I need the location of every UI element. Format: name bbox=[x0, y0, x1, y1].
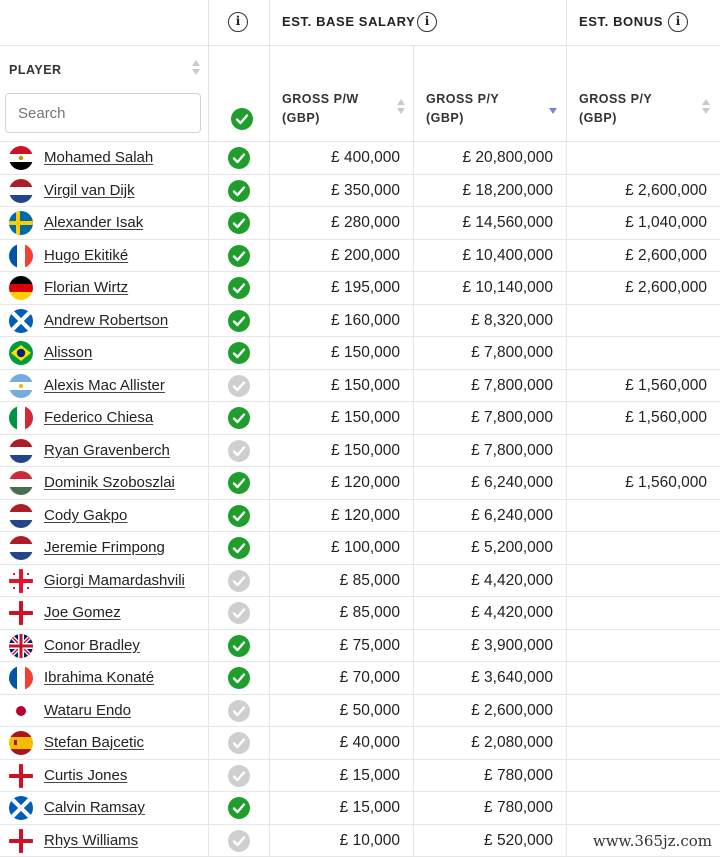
bonus-cell bbox=[567, 500, 720, 532]
netherlands-flag-icon bbox=[9, 179, 33, 203]
player-cell bbox=[0, 825, 209, 857]
base-salary-info-icon[interactable]: i bbox=[417, 12, 437, 32]
gross-pw-value: £ 150,000 bbox=[331, 442, 400, 460]
table-row bbox=[0, 337, 720, 370]
gross-pw-value: £ 200,000 bbox=[331, 247, 400, 265]
bonus-value: £ 1,560,000 bbox=[625, 409, 707, 427]
spain-flag-icon bbox=[9, 731, 33, 755]
confirmed-check-icon bbox=[228, 180, 250, 202]
gross-py-value: £ 4,420,000 bbox=[471, 604, 553, 622]
gross-py-value: £ 7,800,000 bbox=[471, 442, 553, 460]
gross-pw-cell bbox=[270, 337, 414, 369]
bonus-cell bbox=[567, 207, 720, 239]
gross-pw-column-header[interactable] bbox=[270, 46, 414, 142]
player-name-link[interactable]: Hugo Ekitiké bbox=[44, 247, 128, 264]
status-cell bbox=[209, 402, 270, 434]
player-name-link[interactable]: Joe Gomez bbox=[44, 604, 121, 621]
unconfirmed-check-icon bbox=[228, 440, 250, 462]
gross-py-value: £ 7,800,000 bbox=[471, 344, 553, 362]
gross-pw-cell bbox=[270, 532, 414, 564]
gross-py-cell bbox=[414, 207, 567, 239]
gross-py-cell bbox=[414, 760, 567, 792]
bonus-cell bbox=[567, 662, 720, 694]
gross-pw-value: £ 400,000 bbox=[331, 149, 400, 167]
confirmed-check-icon bbox=[228, 277, 250, 299]
confirmed-check-icon bbox=[228, 212, 250, 234]
search-input[interactable] bbox=[5, 93, 201, 133]
player-cell bbox=[0, 500, 209, 532]
confirmed-check-icon bbox=[228, 245, 250, 267]
gross-pw-value: £ 195,000 bbox=[331, 279, 400, 297]
gross-pw-value: £ 150,000 bbox=[331, 344, 400, 362]
bonus-cell bbox=[567, 142, 720, 174]
gross-pw-cell bbox=[270, 760, 414, 792]
table-row bbox=[0, 370, 720, 403]
gross-pw-value: £ 120,000 bbox=[331, 507, 400, 525]
player-name-link[interactable]: Wataru Endo bbox=[44, 702, 131, 719]
table-row bbox=[0, 305, 720, 338]
base-salary-title: EST. BASE SALARY bbox=[282, 14, 415, 29]
player-name-link[interactable]: Jeremie Frimpong bbox=[44, 539, 165, 556]
bonus-title: EST. BONUS bbox=[579, 14, 663, 29]
table-row bbox=[0, 760, 720, 793]
bonus-cell bbox=[567, 272, 720, 304]
player-name-link[interactable]: Alexander Isak bbox=[44, 214, 143, 231]
confirmed-check-icon bbox=[228, 310, 250, 332]
player-cell bbox=[0, 337, 209, 369]
gross-pw-cell bbox=[270, 142, 414, 174]
unconfirmed-check-icon bbox=[228, 602, 250, 624]
player-name-link[interactable]: Florian Wirtz bbox=[44, 279, 128, 296]
bonus-cell bbox=[567, 532, 720, 564]
confirmed-check-icon bbox=[228, 635, 250, 657]
unconfirmed-check-icon bbox=[228, 765, 250, 787]
georgia-flag-icon bbox=[9, 569, 33, 593]
table-row bbox=[0, 402, 720, 435]
gross-pw-value: £ 10,000 bbox=[340, 832, 400, 850]
gross-py-cell bbox=[414, 272, 567, 304]
status-header-check-icon bbox=[231, 108, 253, 130]
england-flag-icon bbox=[9, 601, 33, 625]
gross-py-value: £ 5,200,000 bbox=[471, 539, 553, 557]
unconfirmed-check-icon bbox=[228, 732, 250, 754]
gross-pw-value: £ 120,000 bbox=[331, 474, 400, 492]
gross-py-value: £ 780,000 bbox=[484, 767, 553, 785]
player-cell bbox=[0, 565, 209, 597]
gross-pw-value: £ 150,000 bbox=[331, 409, 400, 427]
gross-py-cell bbox=[414, 337, 567, 369]
gross-pw-value: £ 40,000 bbox=[340, 734, 400, 752]
bonus-gross-py-label: GROSS P/Y bbox=[579, 90, 652, 109]
gross-py-value: £ 7,800,000 bbox=[471, 377, 553, 395]
gross-pw-label: GROSS P/W bbox=[282, 90, 359, 109]
gross-py-value: £ 2,600,000 bbox=[471, 702, 553, 720]
gross-py-value: £ 14,560,000 bbox=[462, 214, 553, 232]
gross-py-value: £ 780,000 bbox=[484, 799, 553, 817]
status-cell bbox=[209, 825, 270, 857]
gross-pw-value: £ 100,000 bbox=[331, 539, 400, 557]
status-cell bbox=[209, 305, 270, 337]
player-name-link[interactable]: Alisson bbox=[44, 344, 92, 361]
gross-pw-cell bbox=[270, 695, 414, 727]
table-row bbox=[0, 597, 720, 630]
confirmed-check-icon bbox=[228, 472, 250, 494]
status-cell bbox=[209, 760, 270, 792]
player-cell bbox=[0, 695, 209, 727]
status-cell bbox=[209, 727, 270, 759]
player-cell bbox=[0, 370, 209, 402]
player-cell bbox=[0, 175, 209, 207]
player-cell bbox=[0, 142, 209, 174]
gross-py-value: £ 3,900,000 bbox=[471, 637, 553, 655]
gross-py-cell bbox=[414, 500, 567, 532]
player-name-link[interactable]: Virgil van Dijk bbox=[44, 182, 135, 199]
bonus-cell bbox=[567, 435, 720, 467]
player-cell bbox=[0, 662, 209, 694]
gross-py-value: £ 6,240,000 bbox=[471, 474, 553, 492]
table-row bbox=[0, 240, 720, 273]
gross-py-cell bbox=[414, 175, 567, 207]
gross-py-sort-desc-icon[interactable] bbox=[549, 108, 559, 114]
player-cell bbox=[0, 467, 209, 499]
bonus-cell bbox=[567, 727, 720, 759]
player-cell bbox=[0, 402, 209, 434]
england-flag-icon bbox=[9, 764, 33, 788]
player-name-link[interactable]: Giorgi Mamardashvili bbox=[44, 572, 185, 589]
confirmed-check-icon bbox=[228, 147, 250, 169]
bonus-gross-py-column-header[interactable] bbox=[567, 46, 720, 142]
header-bonus-cell bbox=[567, 0, 720, 46]
netherlands-flag-icon bbox=[9, 504, 33, 528]
player-name-link[interactable]: Cody Gakpo bbox=[44, 507, 127, 524]
status-cell bbox=[209, 695, 270, 727]
table-row bbox=[0, 695, 720, 728]
player-name-link[interactable]: Ibrahima Konaté bbox=[44, 669, 154, 686]
egypt-flag-icon bbox=[9, 146, 33, 170]
bonus-cell bbox=[567, 337, 720, 369]
gross-py-cell bbox=[414, 305, 567, 337]
gross-pw-value: £ 70,000 bbox=[340, 669, 400, 687]
status-cell bbox=[209, 792, 270, 824]
germany-flag-icon bbox=[9, 276, 33, 300]
status-cell bbox=[209, 370, 270, 402]
status-cell bbox=[209, 500, 270, 532]
player-cell bbox=[0, 435, 209, 467]
player-cell bbox=[0, 207, 209, 239]
bonus-value: £ 1,040,000 bbox=[625, 214, 707, 232]
bonus-sort-icon[interactable] bbox=[702, 99, 712, 114]
france-flag-icon bbox=[9, 244, 33, 268]
gross-py-value: £ 10,400,000 bbox=[462, 247, 553, 265]
confirmed-check-icon bbox=[228, 797, 250, 819]
bonus-cell bbox=[567, 597, 720, 629]
gross-pw-cell bbox=[270, 467, 414, 499]
bonus-cell bbox=[567, 402, 720, 434]
table-row bbox=[0, 792, 720, 825]
gross-py-value: £ 2,080,000 bbox=[471, 734, 553, 752]
confirmed-check-icon bbox=[228, 667, 250, 689]
gross-py-cell bbox=[414, 630, 567, 662]
gross-py-value: £ 520,000 bbox=[484, 832, 553, 850]
gross-pw-cell bbox=[270, 402, 414, 434]
status-column-header bbox=[209, 46, 270, 142]
gross-pw-value: £ 15,000 bbox=[340, 767, 400, 785]
netherlands-flag-icon bbox=[9, 536, 33, 560]
status-cell bbox=[209, 532, 270, 564]
gross-pw-currency: (GBP) bbox=[282, 109, 359, 128]
status-cell bbox=[209, 142, 270, 174]
table-row bbox=[0, 662, 720, 695]
gross-py-cell bbox=[414, 825, 567, 857]
bonus-info-icon[interactable]: i bbox=[668, 12, 688, 32]
player-name-link[interactable]: Conor Bradley bbox=[44, 637, 140, 654]
gross-py-label: GROSS P/Y bbox=[426, 90, 499, 109]
player-name-link[interactable]: Federico Chiesa bbox=[44, 409, 153, 426]
gross-pw-value: £ 150,000 bbox=[331, 377, 400, 395]
player-name-link[interactable]: Rhys Williams bbox=[44, 832, 138, 849]
status-info-icon[interactable]: i bbox=[228, 12, 248, 32]
player-name-link[interactable]: Mohamed Salah bbox=[44, 149, 153, 166]
gross-pw-cell bbox=[270, 500, 414, 532]
player-sort-icon[interactable] bbox=[192, 60, 202, 75]
gross-pw-value: £ 50,000 bbox=[340, 702, 400, 720]
gross-py-cell bbox=[414, 695, 567, 727]
gross-py-cell bbox=[414, 142, 567, 174]
gross-py-cell bbox=[414, 597, 567, 629]
bonus-value: £ 1,560,000 bbox=[625, 377, 707, 395]
gross-pw-cell bbox=[270, 597, 414, 629]
scotland-flag-icon bbox=[9, 796, 33, 820]
status-cell bbox=[209, 272, 270, 304]
gross-py-value: £ 4,420,000 bbox=[471, 572, 553, 590]
gross-pw-cell bbox=[270, 565, 414, 597]
gross-pw-cell bbox=[270, 662, 414, 694]
table-row bbox=[0, 175, 720, 208]
player-name-link[interactable]: Curtis Jones bbox=[44, 767, 127, 784]
table-row bbox=[0, 565, 720, 598]
table-row bbox=[0, 467, 720, 500]
unconfirmed-check-icon bbox=[228, 375, 250, 397]
player-cell bbox=[0, 240, 209, 272]
status-cell bbox=[209, 337, 270, 369]
brazil-flag-icon bbox=[9, 341, 33, 365]
gross-py-cell bbox=[414, 662, 567, 694]
bonus-value: £ 1,560,000 bbox=[625, 474, 707, 492]
status-cell bbox=[209, 597, 270, 629]
gross-pw-cell bbox=[270, 630, 414, 662]
bonus-value: £ 2,600,000 bbox=[625, 247, 707, 265]
gross-py-cell bbox=[414, 402, 567, 434]
gross-py-cell bbox=[414, 792, 567, 824]
gross-pw-cell bbox=[270, 305, 414, 337]
gross-py-value: £ 3,640,000 bbox=[471, 669, 553, 687]
table-row bbox=[0, 272, 720, 305]
bonus-cell bbox=[567, 240, 720, 272]
bonus-cell bbox=[567, 305, 720, 337]
bonus-cell bbox=[567, 760, 720, 792]
player-cell bbox=[0, 532, 209, 564]
watermark: www.365jz.com bbox=[591, 832, 714, 850]
confirmed-check-icon bbox=[228, 407, 250, 429]
player-cell bbox=[0, 760, 209, 792]
gross-pw-value: £ 85,000 bbox=[340, 572, 400, 590]
gross-pw-value: £ 160,000 bbox=[331, 312, 400, 330]
gross-py-cell bbox=[414, 467, 567, 499]
unconfirmed-check-icon bbox=[228, 570, 250, 592]
netherlands-flag-icon bbox=[9, 439, 33, 463]
header-blank-cell bbox=[0, 0, 209, 46]
player-cell bbox=[0, 597, 209, 629]
confirmed-check-icon bbox=[228, 342, 250, 364]
japan-flag-icon bbox=[9, 699, 33, 723]
status-cell bbox=[209, 565, 270, 597]
player-cell bbox=[0, 272, 209, 304]
gross-pw-cell bbox=[270, 207, 414, 239]
gross-py-cell bbox=[414, 727, 567, 759]
bonus-cell bbox=[567, 630, 720, 662]
gross-pw-cell bbox=[270, 792, 414, 824]
gross-py-value: £ 18,200,000 bbox=[462, 182, 553, 200]
status-cell bbox=[209, 175, 270, 207]
gross-pw-value: £ 75,000 bbox=[340, 637, 400, 655]
gross-pw-cell bbox=[270, 272, 414, 304]
table-row bbox=[0, 207, 720, 240]
player-name-link[interactable]: Stefan Bajcetic bbox=[44, 734, 144, 751]
status-cell bbox=[209, 662, 270, 694]
bonus-cell bbox=[567, 695, 720, 727]
france-flag-icon bbox=[9, 666, 33, 690]
gross-py-value: £ 10,140,000 bbox=[462, 279, 553, 297]
player-label: PLAYER bbox=[9, 61, 62, 80]
table-row bbox=[0, 500, 720, 533]
table-row bbox=[0, 727, 720, 760]
player-cell bbox=[0, 792, 209, 824]
gross-pw-value: £ 350,000 bbox=[331, 182, 400, 200]
italy-flag-icon bbox=[9, 406, 33, 430]
bonus-cell bbox=[567, 467, 720, 499]
gross-pw-value: £ 85,000 bbox=[340, 604, 400, 622]
header-status-cell bbox=[209, 0, 270, 46]
player-name-link[interactable]: Calvin Ramsay bbox=[44, 799, 145, 816]
status-cell bbox=[209, 435, 270, 467]
gross-py-value: £ 6,240,000 bbox=[471, 507, 553, 525]
bonus-value: £ 2,600,000 bbox=[625, 279, 707, 297]
scotland-flag-icon bbox=[9, 309, 33, 333]
argentina-flag-icon bbox=[9, 374, 33, 398]
status-cell bbox=[209, 240, 270, 272]
gross-pw-cell bbox=[270, 727, 414, 759]
sweden-flag-icon bbox=[9, 211, 33, 235]
gross-pw-sort-icon[interactable] bbox=[397, 99, 407, 114]
gross-pw-value: £ 280,000 bbox=[331, 214, 400, 232]
player-name-link[interactable]: Ryan Gravenberch bbox=[44, 442, 170, 459]
confirmed-check-icon bbox=[228, 505, 250, 527]
gross-py-cell bbox=[414, 565, 567, 597]
bonus-cell bbox=[567, 175, 720, 207]
table-row bbox=[0, 630, 720, 663]
status-cell bbox=[209, 630, 270, 662]
table-row bbox=[0, 142, 720, 175]
player-cell bbox=[0, 305, 209, 337]
table-row bbox=[0, 532, 720, 565]
gross-py-column-header[interactable] bbox=[414, 46, 567, 142]
player-cell bbox=[0, 630, 209, 662]
bonus-gross-py-currency: (GBP) bbox=[579, 109, 652, 128]
unconfirmed-check-icon bbox=[228, 700, 250, 722]
bonus-value: £ 2,600,000 bbox=[625, 182, 707, 200]
gross-py-value: £ 20,800,000 bbox=[462, 149, 553, 167]
gross-pw-cell bbox=[270, 825, 414, 857]
gross-py-cell bbox=[414, 240, 567, 272]
gross-pw-value: £ 15,000 bbox=[340, 799, 400, 817]
gross-py-cell bbox=[414, 435, 567, 467]
gross-pw-cell bbox=[270, 435, 414, 467]
player-name-link[interactable]: Dominik Szoboszlai bbox=[44, 474, 175, 491]
gross-pw-cell bbox=[270, 240, 414, 272]
hungary-flag-icon bbox=[9, 471, 33, 495]
gross-pw-cell bbox=[270, 175, 414, 207]
player-name-link[interactable]: Alexis Mac Allister bbox=[44, 377, 165, 394]
gross-py-value: £ 8,320,000 bbox=[471, 312, 553, 330]
confirmed-check-icon bbox=[228, 537, 250, 559]
gross-py-value: £ 7,800,000 bbox=[471, 409, 553, 427]
gross-py-currency: (GBP) bbox=[426, 109, 499, 128]
gross-py-cell bbox=[414, 532, 567, 564]
bonus-cell bbox=[567, 792, 720, 824]
unconfirmed-check-icon bbox=[228, 830, 250, 852]
table-row bbox=[0, 435, 720, 468]
player-cell bbox=[0, 727, 209, 759]
uk-flag-icon bbox=[9, 634, 33, 658]
status-cell bbox=[209, 467, 270, 499]
england-flag-icon bbox=[9, 829, 33, 853]
header-base-salary-cell bbox=[270, 0, 567, 46]
bonus-cell bbox=[567, 370, 720, 402]
bonus-cell bbox=[567, 565, 720, 597]
gross-pw-cell bbox=[270, 370, 414, 402]
status-cell bbox=[209, 207, 270, 239]
gross-py-cell bbox=[414, 370, 567, 402]
player-name-link[interactable]: Andrew Robertson bbox=[44, 312, 168, 329]
